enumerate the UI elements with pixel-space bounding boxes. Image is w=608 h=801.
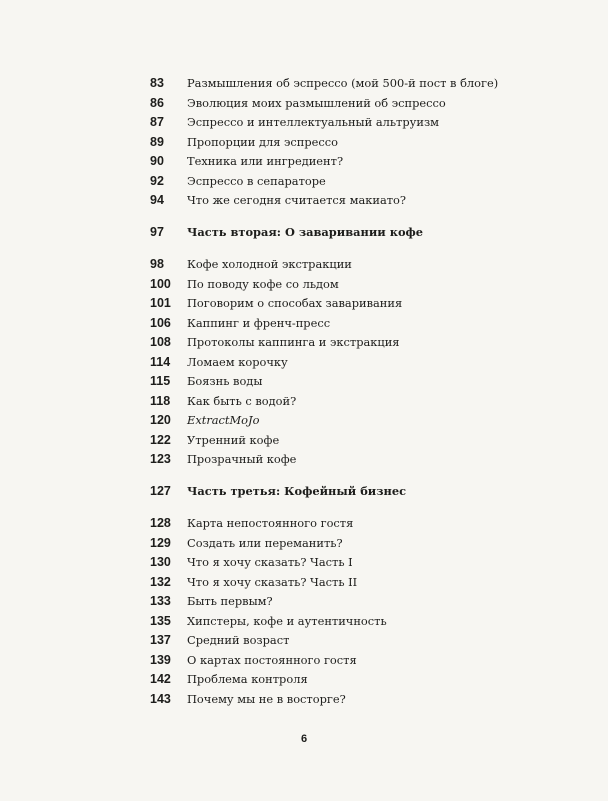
toc-entry bbox=[0, 113, 608, 132]
toc-entry-title: Ломаем корочку bbox=[187, 354, 288, 369]
toc-page-number: 118 bbox=[150, 393, 171, 408]
toc-entry bbox=[0, 191, 608, 210]
toc-page-number: 114 bbox=[150, 354, 171, 369]
toc-entry-title: Эспрессо и интеллектуальный альтруизм bbox=[187, 115, 440, 129]
toc-entry-title: Что же сегодня считается макиато? bbox=[187, 193, 407, 207]
toc-page-number: 89 bbox=[150, 134, 164, 149]
toc-entry bbox=[0, 333, 608, 352]
toc-page-number: 86 bbox=[150, 95, 164, 110]
toc-entry bbox=[0, 294, 608, 313]
toc-page-number: 128 bbox=[150, 516, 171, 530]
toc-page-number: 101 bbox=[150, 296, 171, 310]
toc-entry bbox=[0, 612, 608, 631]
toc-entry-title: Эспрессо в сепараторе bbox=[187, 173, 326, 188]
toc-page-number: 132 bbox=[150, 574, 171, 589]
toc-page-number: 108 bbox=[150, 335, 171, 349]
toc-page-number: 133 bbox=[150, 594, 171, 608]
toc-entry bbox=[0, 592, 608, 611]
toc-entry bbox=[0, 275, 608, 294]
toc-part-title: Часть вторая: О заваривании кофе bbox=[187, 225, 424, 239]
toc-page-number: 122 bbox=[150, 432, 171, 447]
toc-entry bbox=[0, 690, 608, 709]
toc-part-heading bbox=[0, 482, 608, 501]
toc-entry bbox=[0, 255, 608, 274]
toc-entry-title: Быть первым? bbox=[187, 594, 273, 608]
toc-page-number: 129 bbox=[150, 535, 171, 550]
toc-entry-title: О картах постоянного гостя bbox=[187, 652, 357, 667]
toc-entry bbox=[0, 133, 608, 152]
toc-entry-title: Боязнь воды bbox=[187, 374, 263, 388]
toc-entry-title: Поговорим о способах заваривания bbox=[187, 296, 403, 310]
toc-part-heading bbox=[0, 223, 608, 242]
toc-page-number: 100 bbox=[150, 276, 171, 291]
toc-entry bbox=[0, 431, 608, 450]
toc-page-number: 143 bbox=[150, 691, 171, 706]
toc-page-number: 127 bbox=[150, 484, 171, 498]
toc-page-number: 106 bbox=[150, 315, 171, 330]
toc-entry bbox=[0, 74, 608, 93]
toc-entry-title: Карта непостоянного гостя bbox=[187, 516, 354, 530]
toc-entry-title: Эволюция моих размышлений об эспрессо bbox=[187, 95, 446, 110]
toc-entry-title: Что я хочу сказать? Часть I bbox=[187, 555, 353, 569]
toc-entry bbox=[0, 450, 608, 469]
toc-entry-title: По поводу кофе со льдом bbox=[187, 276, 339, 291]
toc-part-title: Часть третья: Кофейный бизнес bbox=[187, 484, 407, 498]
page-folio: 6 bbox=[300, 733, 308, 745]
toc-entry bbox=[0, 152, 608, 171]
toc-entry bbox=[0, 651, 608, 670]
toc-page-number: 94 bbox=[150, 193, 164, 207]
toc-entry bbox=[0, 670, 608, 689]
toc-entry-title: Утренний кофе bbox=[187, 432, 280, 447]
toc-page-number: 123 bbox=[150, 452, 171, 466]
toc-page-number: 120 bbox=[150, 413, 171, 427]
toc-entry bbox=[0, 353, 608, 372]
toc-entry bbox=[0, 631, 608, 650]
toc-entry-title: Почему мы не в восторге? bbox=[187, 691, 346, 706]
toc-entry-title: Каппинг и френч-пресс bbox=[187, 315, 331, 330]
toc-entry-title: Создать или переманить? bbox=[187, 535, 343, 550]
toc-entry-title: Протоколы каппинга и экстракция bbox=[187, 335, 400, 349]
toc-entry-title: Что я хочу сказать? Часть II bbox=[187, 574, 358, 589]
toc-page-number: 97 bbox=[150, 225, 164, 239]
toc-entry-title: ExtractMoJo bbox=[187, 413, 260, 427]
toc-page-number: 135 bbox=[150, 613, 171, 628]
toc-entry-title: Техника или ингредиент? bbox=[187, 154, 344, 168]
toc-entry-title: Хипстеры, кофе и аутентичность bbox=[187, 613, 387, 628]
toc-entry bbox=[0, 94, 608, 113]
toc-entry-title: Кофе холодной экстракции bbox=[187, 257, 352, 271]
toc-entry bbox=[0, 411, 608, 430]
toc-page-number: 83 bbox=[150, 76, 164, 90]
toc-entry-title: Пропорции для эспрессо bbox=[187, 134, 339, 149]
toc-entry bbox=[0, 372, 608, 391]
toc-entry bbox=[0, 514, 608, 533]
toc-entry bbox=[0, 172, 608, 191]
toc-entry-title: Как быть с водой? bbox=[187, 393, 297, 408]
toc-page-number: 142 bbox=[150, 672, 171, 686]
toc-entry-title: Средний возраст bbox=[187, 633, 290, 647]
toc-page-number: 98 bbox=[150, 257, 164, 271]
toc-entry-title: Прозрачный кофе bbox=[187, 452, 297, 466]
toc-page-number: 137 bbox=[150, 633, 171, 647]
toc-entry bbox=[0, 534, 608, 553]
toc-page-number: 90 bbox=[150, 154, 164, 168]
toc-entry bbox=[0, 314, 608, 333]
toc-page-number: 92 bbox=[150, 173, 164, 188]
toc-entry bbox=[0, 573, 608, 592]
toc-entry bbox=[0, 392, 608, 411]
toc-entry-title: Размышления об эспрессо (мой 500-й пост в блоге) bbox=[187, 76, 499, 90]
toc-entry-title: Проблема контроля bbox=[187, 672, 308, 686]
toc-page-number: 139 bbox=[150, 652, 171, 667]
toc-page-number: 87 bbox=[150, 115, 164, 129]
toc-page-number: 130 bbox=[150, 555, 171, 569]
toc-page-number: 115 bbox=[150, 374, 171, 388]
toc-entry bbox=[0, 553, 608, 572]
